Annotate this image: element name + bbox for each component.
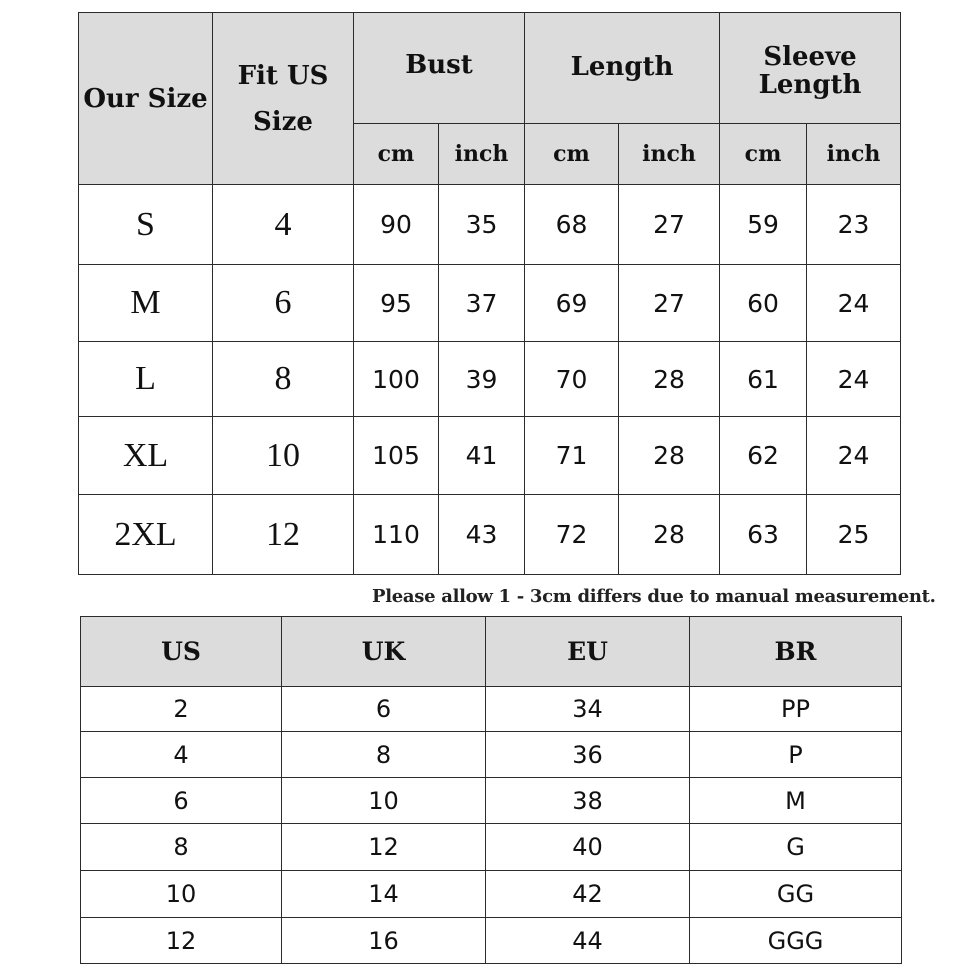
header-br: BR xyxy=(690,617,902,687)
table-row xyxy=(79,495,901,575)
table-row xyxy=(79,265,901,342)
unit-sleeve-inch: inch xyxy=(807,124,901,185)
header-sleeve-line1: Sleeve xyxy=(763,42,857,72)
table-row xyxy=(81,778,902,824)
conv-us: 10 xyxy=(81,871,282,918)
unit-bust-cm: cm xyxy=(354,124,439,185)
header-fit-us-size xyxy=(213,13,354,185)
conv-us: 6 xyxy=(81,778,282,824)
measurement-note: Please allow 1 - 3cm differs due to manual measurement. xyxy=(372,586,936,607)
bust-inch: 37 xyxy=(439,265,525,342)
table-row xyxy=(81,687,902,732)
header-us: US xyxy=(81,617,282,687)
conv-eu: 34 xyxy=(486,687,690,732)
table-row xyxy=(81,732,902,778)
length-inch: 27 xyxy=(619,185,720,265)
bust-inch: 35 xyxy=(439,185,525,265)
header-fit-us-line1: Fit US xyxy=(237,60,329,91)
sleeve-inch: 24 xyxy=(807,417,901,495)
bust-cm: 95 xyxy=(354,265,439,342)
length-cm: 71 xyxy=(525,417,619,495)
unit-length-inch: inch xyxy=(619,124,720,185)
table-row xyxy=(79,417,901,495)
conv-us: 2 xyxy=(81,687,282,732)
unit-bust-inch: inch xyxy=(439,124,525,185)
conv-eu: 36 xyxy=(486,732,690,778)
table-row xyxy=(81,824,902,871)
length-cm: 68 xyxy=(525,185,619,265)
conv-us: 8 xyxy=(81,824,282,871)
conv-uk: 10 xyxy=(282,778,486,824)
bust-inch: 41 xyxy=(439,417,525,495)
header-sleeve-length xyxy=(720,13,901,124)
conv-eu: 42 xyxy=(486,871,690,918)
header-fit-us-line2: Size xyxy=(253,106,313,137)
conv-br: P xyxy=(690,732,902,778)
bust-cm: 90 xyxy=(354,185,439,265)
conv-uk: 16 xyxy=(282,918,486,964)
sleeve-cm: 60 xyxy=(720,265,807,342)
bust-cm: 110 xyxy=(354,495,439,575)
bust-cm: 105 xyxy=(354,417,439,495)
conv-br: M xyxy=(690,778,902,824)
length-inch: 28 xyxy=(619,495,720,575)
conv-uk: 8 xyxy=(282,732,486,778)
sleeve-inch: 24 xyxy=(807,265,901,342)
size-label: 2XL xyxy=(79,495,213,575)
us-size: 4 xyxy=(213,185,354,265)
conv-uk: 12 xyxy=(282,824,486,871)
us-size: 12 xyxy=(213,495,354,575)
header-eu: EU xyxy=(486,617,690,687)
length-inch: 27 xyxy=(619,265,720,342)
size-chart-table xyxy=(78,12,901,575)
header-uk: UK xyxy=(282,617,486,687)
bust-inch: 43 xyxy=(439,495,525,575)
conv-us: 4 xyxy=(81,732,282,778)
header-length: Length xyxy=(525,13,720,124)
table-row xyxy=(79,342,901,417)
header-bust: Bust xyxy=(354,13,525,124)
sleeve-cm: 59 xyxy=(720,185,807,265)
header-our-size: Our Size xyxy=(79,13,213,185)
conv-us: 12 xyxy=(81,918,282,964)
unit-sleeve-cm: cm xyxy=(720,124,807,185)
conv-uk: 14 xyxy=(282,871,486,918)
sleeve-cm: 62 xyxy=(720,417,807,495)
sleeve-cm: 61 xyxy=(720,342,807,417)
length-cm: 69 xyxy=(525,265,619,342)
size-label: XL xyxy=(79,417,213,495)
conv-uk: 6 xyxy=(282,687,486,732)
conv-br: GG xyxy=(690,871,902,918)
size-conversion-table xyxy=(80,616,902,964)
conv-br: G xyxy=(690,824,902,871)
sleeve-inch: 23 xyxy=(807,185,901,265)
size-label: L xyxy=(79,342,213,417)
us-size: 10 xyxy=(213,417,354,495)
size-label: S xyxy=(79,185,213,265)
unit-length-cm: cm xyxy=(525,124,619,185)
size-label: M xyxy=(79,265,213,342)
conv-br: GGG xyxy=(690,918,902,964)
length-cm: 72 xyxy=(525,495,619,575)
bust-inch: 39 xyxy=(439,342,525,417)
table-row xyxy=(81,871,902,918)
us-size: 8 xyxy=(213,342,354,417)
conv-eu: 38 xyxy=(486,778,690,824)
sleeve-inch: 25 xyxy=(807,495,901,575)
table-row xyxy=(79,185,901,265)
length-inch: 28 xyxy=(619,417,720,495)
length-inch: 28 xyxy=(619,342,720,417)
table-row xyxy=(81,918,902,964)
conv-br: PP xyxy=(690,687,902,732)
length-cm: 70 xyxy=(525,342,619,417)
conv-eu: 40 xyxy=(486,824,690,871)
us-size: 6 xyxy=(213,265,354,342)
bust-cm: 100 xyxy=(354,342,439,417)
sleeve-cm: 63 xyxy=(720,495,807,575)
header-sleeve-line2: Length xyxy=(758,70,862,100)
conv-eu: 44 xyxy=(486,918,690,964)
sleeve-inch: 24 xyxy=(807,342,901,417)
